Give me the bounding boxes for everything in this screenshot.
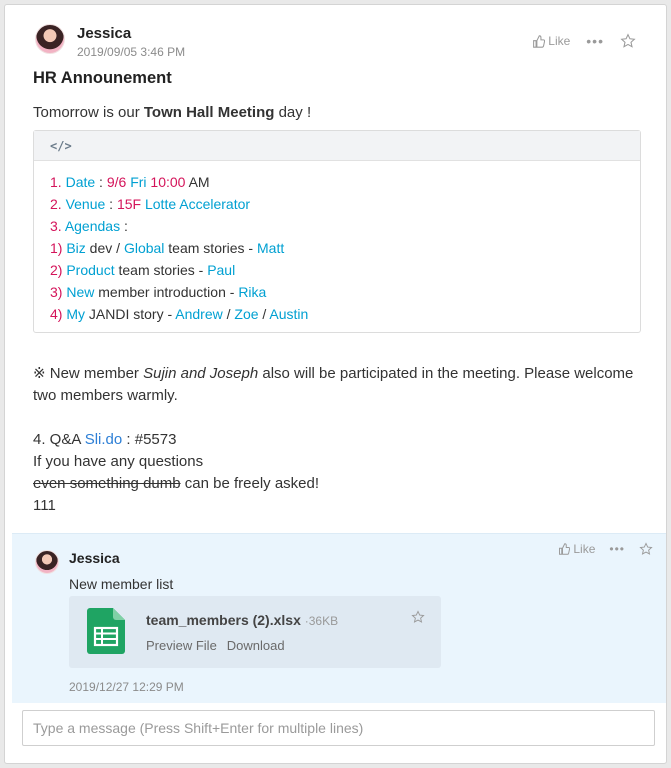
- like-label: Like: [548, 34, 571, 48]
- strike-line: even something dumb can be freely asked!: [33, 475, 320, 492]
- announcement-title: HR Announement: [33, 69, 172, 87]
- reply-author[interactable]: Jessica: [69, 550, 120, 566]
- intro-prefix: Tomorrow is our: [33, 104, 144, 121]
- intro-suffix: day !: [274, 104, 312, 121]
- reply-message: [12, 533, 667, 703]
- reply-more-options-icon[interactable]: •••: [609, 542, 625, 556]
- list-item: 2. Venue : 15F Lotte Accelerator: [50, 196, 251, 212]
- message-actions: [532, 33, 636, 49]
- star-icon[interactable]: [620, 33, 636, 49]
- file-star-icon[interactable]: [411, 610, 425, 624]
- excel-file-icon: [87, 608, 125, 654]
- thumbs-up-icon: [532, 35, 545, 48]
- reply-actions: [558, 542, 653, 556]
- list-item: 2) Product team stories - Paul: [50, 262, 236, 278]
- message-time: 2019/09/05 3:46 PM: [77, 45, 186, 59]
- intro-bold: Town Hall Meeting: [143, 104, 275, 121]
- more-options-icon[interactable]: •••: [586, 33, 604, 49]
- message-input[interactable]: [22, 710, 655, 746]
- file-size: ·36KB: [304, 614, 339, 628]
- reply-like-button[interactable]: [558, 542, 595, 556]
- qa-line: 4. Q&A Sli.do : #5573: [33, 431, 177, 448]
- author-name[interactable]: Jessica: [77, 25, 132, 42]
- reply-like-label: Like: [573, 542, 596, 556]
- list-item: 3) New member introduction - Rika: [50, 284, 267, 300]
- last-line: 111: [33, 497, 56, 514]
- file-attachment[interactable]: [69, 596, 441, 668]
- thumbs-up-icon: [558, 543, 570, 555]
- questions-line: If you have any questions: [33, 453, 204, 470]
- file-name[interactable]: team_members (2).xlsx ·36KB: [146, 612, 339, 628]
- reply-text: New member list: [69, 576, 174, 592]
- reply-star-icon[interactable]: [639, 542, 653, 556]
- file-actions: [146, 638, 285, 653]
- download-button[interactable]: Download: [226, 638, 285, 653]
- note-paragraph: ※ New member Sujin and Joseph also will be participated in the meeting. Please welcome two members warmly.: [33, 365, 634, 404]
- like-button[interactable]: [532, 34, 570, 48]
- code-block-header: </>: [34, 131, 640, 161]
- reply-time: 2019/12/27 12:29 PM: [69, 680, 184, 694]
- slido-link[interactable]: Sli.do: [84, 431, 123, 448]
- code-block: [33, 130, 641, 333]
- message-panel: [4, 4, 667, 764]
- list-item: 4) My JANDI story - Andrew / Zoe / Austin: [50, 306, 309, 322]
- message-notes: [33, 363, 653, 517]
- list-item: 1) Biz dev / Global team stories - Matt: [50, 240, 285, 256]
- list-item: 3. Agendas :: [50, 218, 128, 234]
- intro-line: [33, 102, 311, 124]
- avatar[interactable]: [35, 24, 65, 54]
- preview-file-button[interactable]: Preview File: [146, 638, 217, 653]
- reply-avatar[interactable]: [35, 550, 59, 574]
- list-item: 1. Date : 9/6 Fri 10:00 AM: [50, 174, 210, 190]
- agenda-list: [34, 161, 640, 335]
